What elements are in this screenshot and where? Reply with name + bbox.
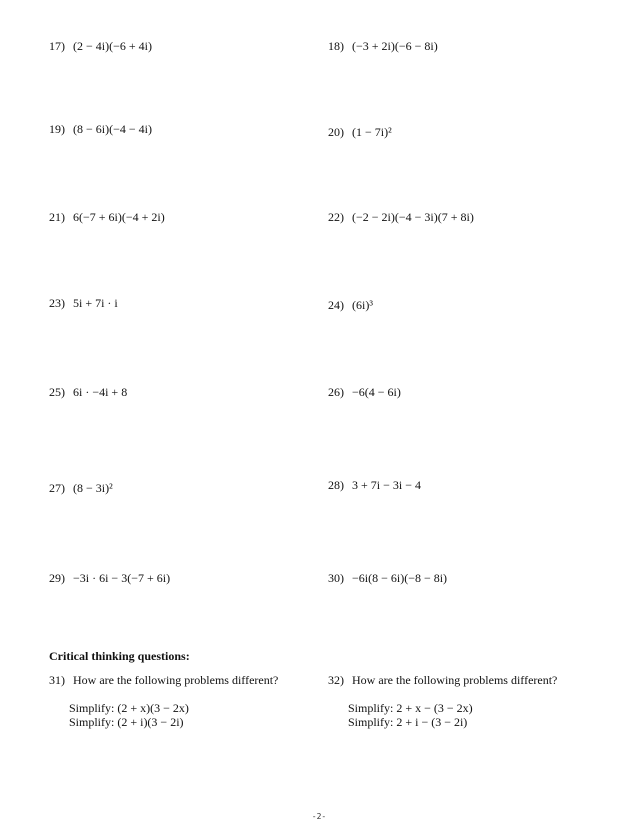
problem-number: 24) [328,298,344,312]
critical-thinking-heading: Critical thinking questions: [49,649,190,663]
problem-30 [328,571,447,585]
problem-expression: (6i)³ [352,298,373,312]
problem-expression: (−2 − 2i)(−4 − 3i)(7 + 8i) [352,210,474,224]
simplify-line-1: Simplify: 2 + x − (3 − 2x) [348,701,473,715]
problem-number: 19) [49,122,65,136]
problem-expression: (1 − 7i)² [352,125,392,139]
problem-number: 27) [49,481,65,495]
problem-expression: 3 + 7i − 3i − 4 [352,478,421,492]
problem-17 [49,39,152,53]
question-number: 32) [328,673,344,687]
problem-number: 25) [49,385,65,399]
simplify-line-2: Simplify: (2 + i)(3 − 2i) [69,715,184,729]
problem-27 [49,481,113,495]
problem-number: 20) [328,125,344,139]
question-number: 31) [49,673,65,687]
question-line [328,673,557,687]
problem-22 [328,210,474,224]
page-number: -2- [311,812,327,821]
problem-29 [49,571,170,585]
problem-expression: (−3 + 2i)(−6 − 8i) [352,39,438,53]
problem-expression: −3i · 6i − 3(−7 + 6i) [73,571,171,585]
problem-19 [49,122,152,136]
problem-expression: −6(4 − 6i) [352,385,401,399]
problem-number: 22) [328,210,344,224]
simplify-line-2: Simplify: 2 + i − (3 − 2i) [348,715,468,729]
problem-expression: −6i(8 − 6i)(−8 − 8i) [352,571,448,585]
problem-expression: 6i · −4i + 8 [73,385,128,399]
problem-28 [328,478,421,492]
problem-expression: (8 − 6i)(−4 − 4i) [73,122,152,136]
critical-question-31 [49,673,278,729]
problem-number: 26) [328,385,344,399]
problem-number: 18) [328,39,344,53]
problem-expression: 6(−7 + 6i)(−4 + 2i) [73,210,165,224]
problem-expression: (8 − 3i)² [73,481,113,495]
simplify-line-1: Simplify: (2 + x)(3 − 2x) [69,701,189,715]
problem-number: 23) [49,296,65,310]
problem-26 [328,385,401,399]
problem-number: 30) [328,571,344,585]
critical-question-32 [328,673,557,729]
problem-21 [49,210,165,224]
problem-number: 28) [328,478,344,492]
problem-23 [49,296,118,310]
problem-number: 29) [49,571,65,585]
question-line [49,673,278,687]
problem-25 [49,385,127,399]
question-text: How are the following problems different? [73,673,279,687]
problem-20 [328,125,392,139]
problem-24 [328,298,373,312]
problem-number: 17) [49,39,65,53]
problem-expression: 5i + 7i · i [73,296,118,310]
problem-18 [328,39,438,53]
problem-expression: (2 − 4i)(−6 + 4i) [73,39,152,53]
question-text: How are the following problems different? [352,673,558,687]
problem-number: 21) [49,210,65,224]
